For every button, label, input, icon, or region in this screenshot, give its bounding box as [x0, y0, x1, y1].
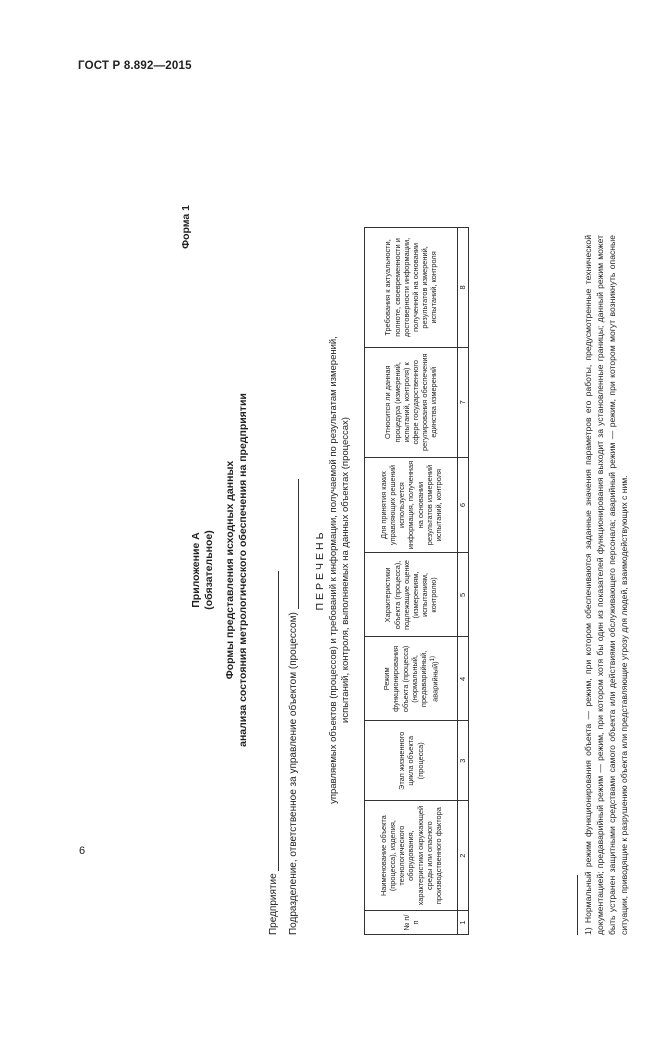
department-field [288, 479, 299, 935]
col-characteristics-header: Характеристики объекта (процесса), подлежащие оценке (измерениям, испытаниям, контролю) [365, 553, 458, 637]
col-number-1: 1 [458, 911, 469, 935]
list-desc-line1: управляемых объектов (процессов) и требований к информации, получаемой по результатам измерений, [328, 336, 339, 804]
form-label: Форма 1 [180, 205, 192, 249]
col-requirements-header: Требования к актуальности, полноте, своевременности и достоверности информации, полученной на основании результатов измерений, испытаний, контроля [365, 228, 458, 348]
appendix-title: Приложение А [190, 532, 202, 608]
enterprise-blank [278, 571, 279, 871]
col-number-4: 4 [458, 637, 469, 721]
col-mode-header [365, 637, 458, 721]
section-title [224, 95, 250, 1045]
table-column-numbers-row [458, 228, 469, 935]
list-description [328, 95, 352, 1045]
footnote-rule [577, 875, 578, 935]
section-title-line1: Формы представления исходных данных [224, 460, 236, 680]
col-number-2: 2 [458, 801, 469, 911]
page-number: 6 [79, 845, 86, 857]
col-number-3: 3 [458, 721, 469, 801]
rotated-form-content [180, 95, 629, 1045]
objects-table [364, 227, 469, 935]
col-lifecycle-header: Этап жизненного цикла объекта (процесса) [365, 721, 458, 801]
col-number-6: 6 [458, 457, 469, 553]
col-number-7: 7 [458, 347, 469, 457]
footnote-mark: 1) [429, 655, 437, 662]
section-title-line2: анализа состояния метрологического обеспечения на предприятии [237, 393, 249, 747]
col-number-5: 5 [458, 553, 469, 637]
department-label: Подразделение, ответственное за управление объектом (процессом) [288, 612, 299, 935]
col-number-header: № п/п [365, 911, 458, 935]
enterprise-label: Предприятие [268, 873, 279, 935]
standard-header: ГОСТ Р 8.892—2015 [78, 60, 192, 72]
appendix-heading [190, 95, 216, 1045]
col-object-name-header: Наименование объекта (процесса), изделия, технологического оборудования, характеристики окружающей среды или опасного производственного фактора [365, 801, 458, 911]
footnote: 1) Нормальный режим функционирования объекта — режим, при котором обеспечиваются заданные значения параметров его работы, предусмотренные технической документацией; предаварийный режим — режим, при котором хотя бы один из показателей функционирования выходит за установленные границы; данный режим может быть устранен защитными средствами самого объекта или действиями обслуживающего персонала; аварийный режим — режим, при котором могут возникнуть опасные ситуации, приводящие к разрушению объекта или представляющие угрозу для людей, взаимодействующих с ним. [583, 235, 629, 935]
col-mode-caption: Режим функционирования объекта (процесса) (нормальный, предаварийный, аварийный) [382, 645, 440, 713]
enterprise-field [268, 571, 279, 935]
table-header-row [365, 228, 458, 935]
appendix-status: (обязательное) [203, 530, 215, 610]
col-regulation-header: Относится ли данная процедура (измерений, испытаний, контроля) к сфере государственного регулирования обеспечения единства измерений [365, 347, 458, 457]
department-blank [298, 479, 299, 609]
list-desc-line2: испытаний, контроля, выполняемых на данных объектах (процессах) [340, 417, 351, 723]
list-title: ПЕРЕЧЕНЬ [314, 529, 326, 611]
col-number-8: 8 [458, 228, 469, 348]
col-decisions-header: Для принятия каких управляющих решений используется информация, полученная на основании результатов измерений испытаний, контроля [365, 457, 458, 553]
